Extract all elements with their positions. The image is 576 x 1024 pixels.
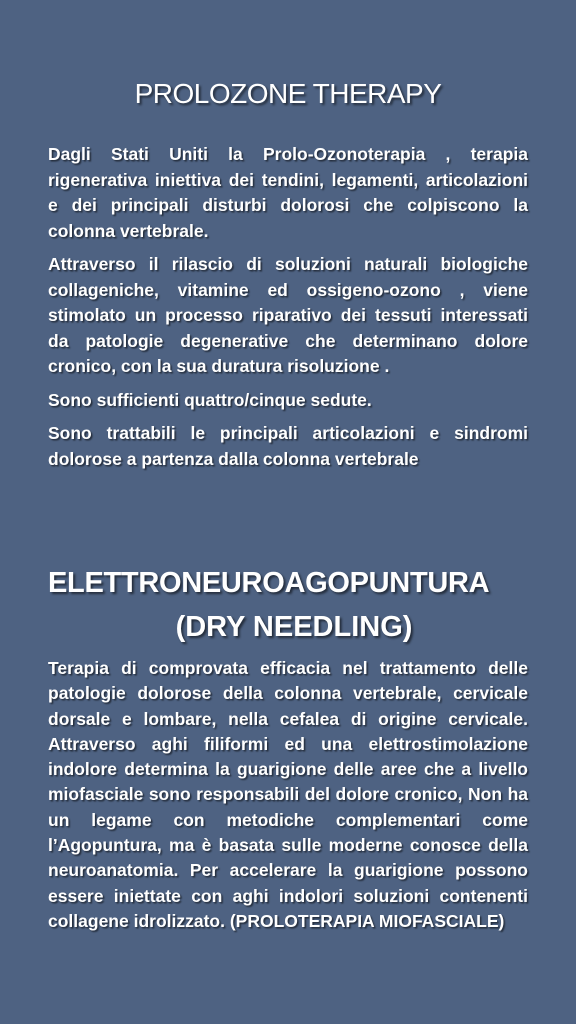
- dry-needling-section: [48, 656, 528, 942]
- prolozone-paragraph-treatable: Sono trattabili le principali articolazioni e sindromi dolorose a partenza dalla colonna vertebrale: [48, 423, 528, 469]
- prolozone-section: [48, 142, 528, 480]
- dry-needling-title-line1: ELETTRONEUROAGOPUNTURA: [48, 567, 490, 599]
- prolozone-paragraph-sessions: Sono sufficienti quattro/cinque sedute.: [48, 389, 372, 410]
- dry-needling-paragraph: Terapia di comprovata efficacia nel trattamento delle patologie dolorose della colonna vertebrale, cervicale dorsale e lombare, nella cefalea di origine cervicale. Attraverso aghi filiformi ed una elettrostimolazione indolore determina la guarigione delle aree che a livello miofasciale sono responsabili del dolore cronico, Non ha un legame con metodiche complementari come l’Agopuntura, ma è basata sulle moderne conosce della neuroanatomia. Per accelerare la guarigione possono essere iniettate con aghi indolori soluzioni contenenti collagene idrolizzato. (PROLOTERAPIA MIOFASCIALE): [48, 658, 528, 931]
- dry-needling-title-line2: (DRY NEEDLING): [175, 611, 413, 643]
- dry-needling-title: [48, 561, 528, 649]
- prolozone-paragraph-intro: Dagli Stati Uniti la Prolo-Ozonoterapia , terapia rigenerativa iniettiva dei tendini, legamenti, articolazioni e dei principali disturbi dolorosi che colpiscono la colonna vertebrale.: [48, 144, 528, 241]
- prolozone-paragraph-process: Attraverso il rilascio di soluzioni naturali biologiche collageniche, vitamine ed ossigeno-ozono , viene stimolato un processo riparativo dei tessuti interessati da patologie degenerative che determinano dolore cronico, con la sua duratura risoluzione .: [48, 254, 528, 376]
- prolozone-title: PROLOZONE THERAPY: [134, 78, 442, 109]
